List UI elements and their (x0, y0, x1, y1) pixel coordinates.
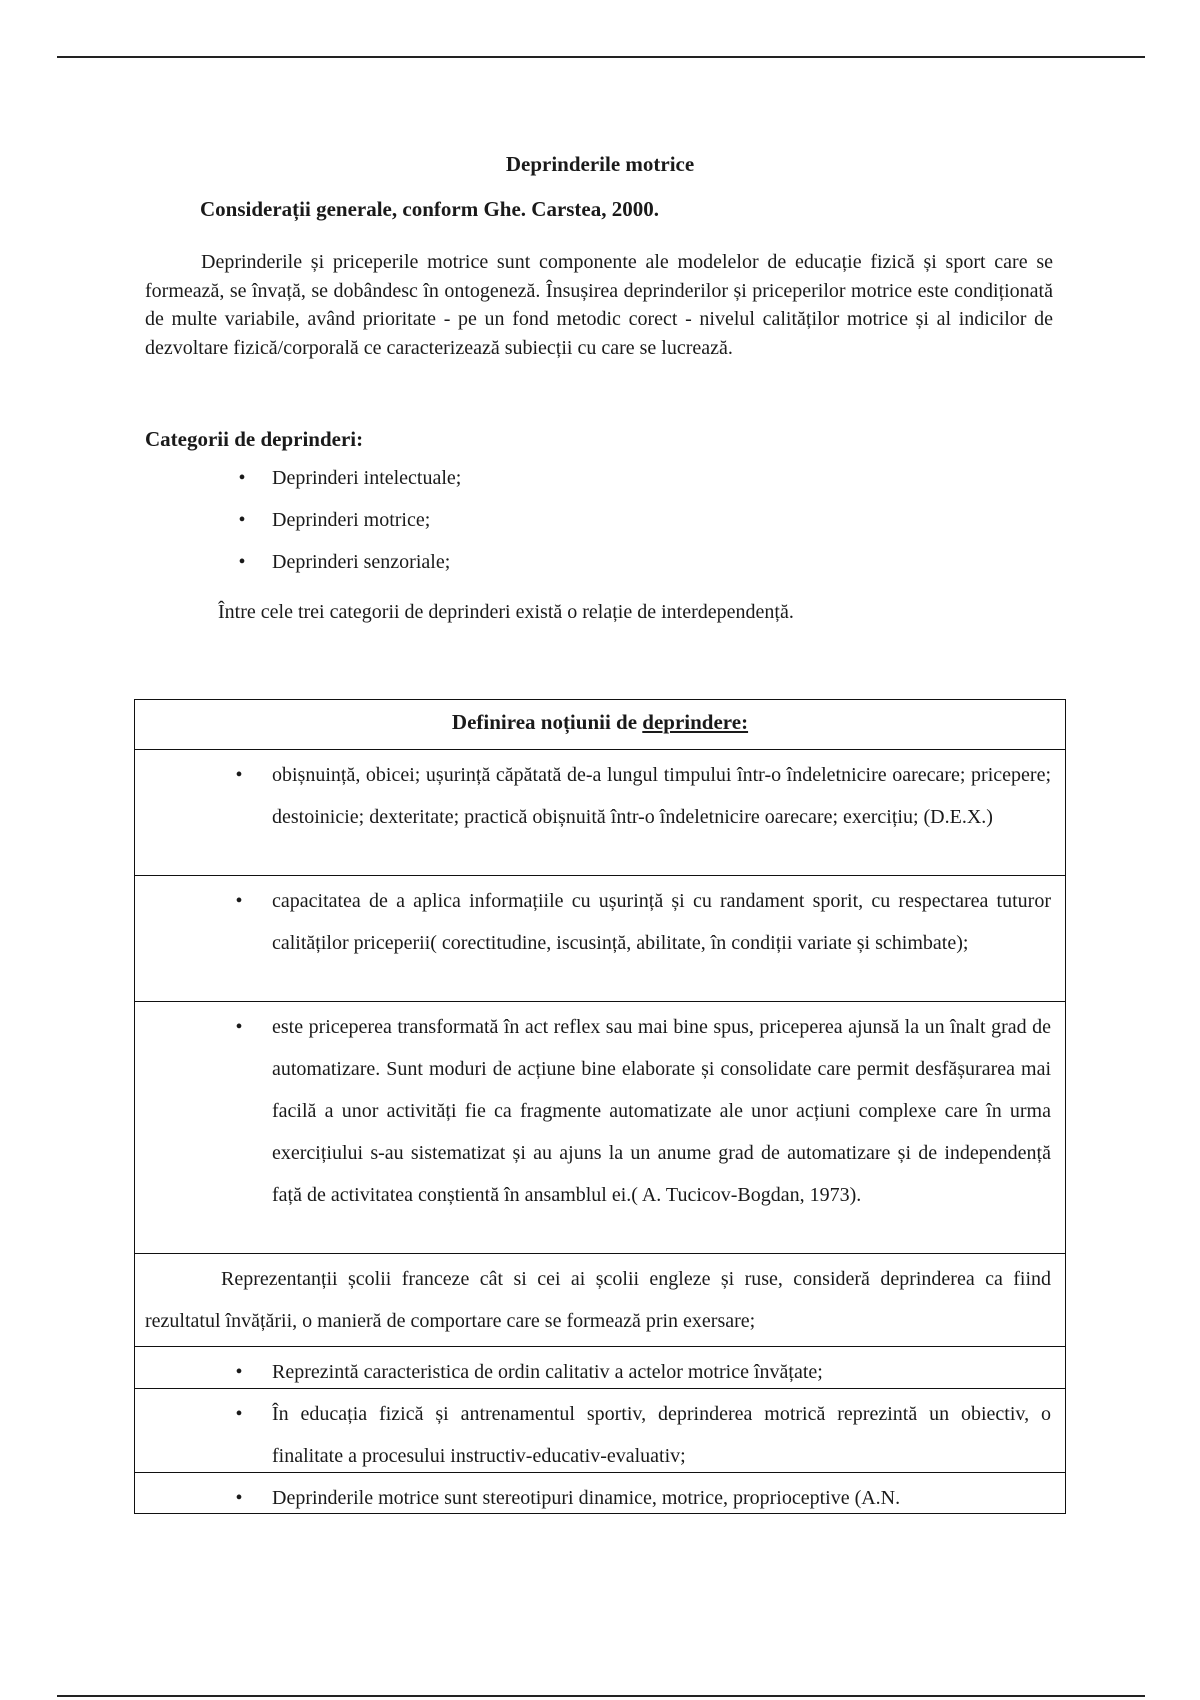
table-heading-prefix: Definirea noțiunii de (451, 710, 638, 734)
definition-text: În educația fizică și antrenamentul sportiv, deprinderea motrică reprezintă un obiectiv, o finalitate a procesului instructiv-educativ-evaluativ; (272, 1403, 1051, 1467)
bullet-icon: • (238, 509, 246, 531)
footer-rule (57, 1695, 1145, 1697)
interdependence-note: Între cele trei categorii de deprinderi există o relație de interdependență. (218, 601, 794, 623)
definition-text: este priceperea transformată în act reflex sau mai bine spus, priceperea ajunsă la un înalt grad de automatizare. Sunt moduri de acțiune bine elaborate și consolidate care permit desfășurarea mai facilă a unor activități fie ca fragmente automatizate ale unor acțiuni complexe care în urma exercițiului s-au sistematizat și au ajuns la un anume grad de automatizare și de independență față de activitatea conștientă în ansamblul ei.( A. Tucicov-Bogdan, 1973). (272, 1016, 1051, 1206)
bullet-icon: • (235, 1361, 243, 1383)
header-rule (57, 56, 1145, 58)
table-row (135, 1472, 1065, 1513)
table-row (135, 1388, 1065, 1472)
list-item (0, 547, 1200, 589)
table-row (135, 1253, 1065, 1346)
bullet-icon: • (235, 890, 243, 912)
table-header (135, 700, 1065, 749)
table-row (135, 749, 1065, 875)
list-item (0, 463, 1200, 505)
category-label: Deprinderi intelectuale; (272, 467, 462, 489)
table-row (135, 1001, 1065, 1253)
intro-paragraph: Deprinderile și priceperile motrice sunt componente ale modelelor de educație fizică și sport care se formează, se învață, se dobândesc în ontogeneză. Însușirea deprinderilor și priceperilor motrice este condiționată de multe variabile, având prioritate - pe un fond metodic corect - nivelul calităților motrice și al indicilor de dezvoltare fizică/corporală ce caracterizează subiecții cu care se lucrează. (145, 251, 1053, 359)
document-title: Deprinderile motrice (505, 152, 695, 176)
bullet-icon: • (235, 1016, 243, 1038)
definition-text: Reprezentanții școlii franceze cât si cei ai școlii engleze și ruse, consideră deprinderea ca fiind rezultatul învățării, o manieră de comportare care se formează prin exersare; (145, 1268, 1051, 1332)
category-label: Deprinderi motrice; (272, 509, 431, 531)
definition-text: capacitatea de a aplica informațiile cu ușurință și cu randament sporit, cu respectarea tuturor calităților priceperii( corectitudine, iscusință, abilitate, în condiții variate și schimbate); (272, 890, 1051, 954)
bullet-icon: • (235, 1403, 243, 1425)
bullet-icon: • (235, 1487, 243, 1509)
table-row (135, 875, 1065, 1001)
list-item (0, 505, 1200, 547)
table-row (135, 1346, 1065, 1388)
definition-text: Reprezintă caracteristica de ordin calitativ a actelor motrice învățate; (272, 1361, 823, 1383)
categories-list (0, 463, 1200, 589)
categories-heading: Categorii de deprinderi: (145, 427, 364, 451)
bullet-icon: • (238, 467, 246, 489)
definition-text: Deprinderile motrice sunt stereotipuri dinamice, motrice, proprioceptive (A.N. (272, 1487, 901, 1509)
definition-text: obișnuință, obicei; ușurință căpătată de-a lungul timpului într-o îndeletnicire oarecare; pricepere; destoinicie; dexteritate; practică obișnuită într-o îndeletnicire oarecare; exercițiu; (D.E.X.) (272, 764, 1051, 828)
bullet-icon: • (238, 551, 246, 573)
definition-table (134, 699, 1066, 1514)
table-heading-term: deprindere: (642, 710, 749, 734)
document-subtitle: Considerații generale, conform Ghe. Carstea, 2000. (200, 197, 659, 221)
bullet-icon: • (235, 764, 243, 786)
category-label: Deprinderi senzoriale; (272, 551, 451, 573)
